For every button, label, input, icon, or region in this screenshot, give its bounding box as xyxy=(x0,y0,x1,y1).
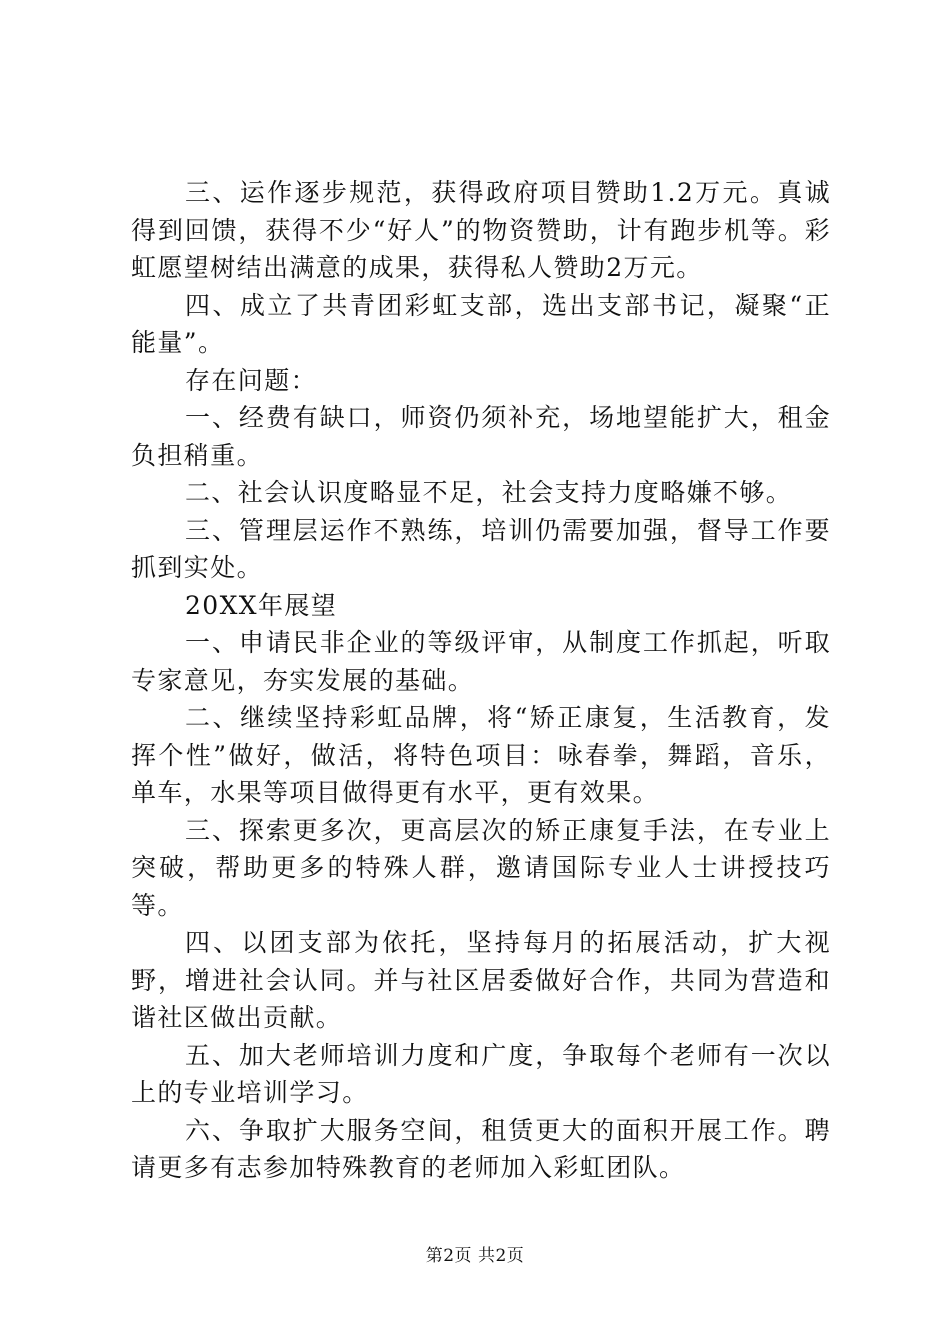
paragraph-outlook-brand: 二、继续坚持彩虹品牌，将“矫正康复，生活教育，发挥个性”做好，做活，将特色项目：咏春拳，舞蹈，音乐，单车，水果等项目做得更有水平，更有效果。 xyxy=(131,703,831,807)
paragraph-problem-management: 三、管理层运作不熟练，培训仍需要加强，督导工作要抓到实处。 xyxy=(131,515,831,582)
paragraph-problem-social-awareness: 二、社会认识度略显不足，社会支持力度略嫌不够。 xyxy=(185,478,793,507)
document-body xyxy=(131,174,831,1187)
heading-outlook: 20XX年展望 xyxy=(185,590,338,620)
paragraph-youth-league-branch: 四、成立了共青团彩虹支部，选出支部书记，凝聚“正能量”。 xyxy=(131,290,831,357)
heading-existing-problems: 存在问题： xyxy=(185,365,318,395)
paragraph-outlook-league-activities: 四、以团支部为依托，坚持每月的拓展活动，扩大视野，增进社会认同。并与社区居委做好合作，共同为营造和谐社区做出贡献。 xyxy=(131,928,831,1032)
paragraph-outlook-teacher-training: 五、加大老师培训力度和广度，争取每个老师有一次以上的专业培训学习。 xyxy=(131,1040,831,1107)
paragraph-operation-standardized: 三、运作逐步规范，获得政府项目赞助1.2万元。真诚得到回馈，获得不少“好人”的物资赞助，计有跑步机等。彩虹愿望树结出满意的成果，获得私人赞助2万元。 xyxy=(131,178,831,282)
paragraph-outlook-rehab-methods: 三、探索更多次，更高层次的矫正康复手法，在专业上突破，帮助更多的特殊人群，邀请国际专业人士讲授技巧等。 xyxy=(131,815,831,920)
paragraph-outlook-expand-space: 六、争取扩大服务空间，租赁更大的面积开展工作。聘请更多有志参加特殊教育的老师加入彩虹团队。 xyxy=(131,1115,831,1182)
paragraph-problem-funding: 一、经费有缺口，师资仍须补充，场地望能扩大，租金负担稍重。 xyxy=(131,403,831,470)
page-number-footer: 第2页 共2页 xyxy=(425,1246,525,1266)
paragraph-outlook-grading: 一、申请民非企业的等级评审，从制度工作抓起，听取专家意见，夯实发展的基础。 xyxy=(131,628,831,695)
